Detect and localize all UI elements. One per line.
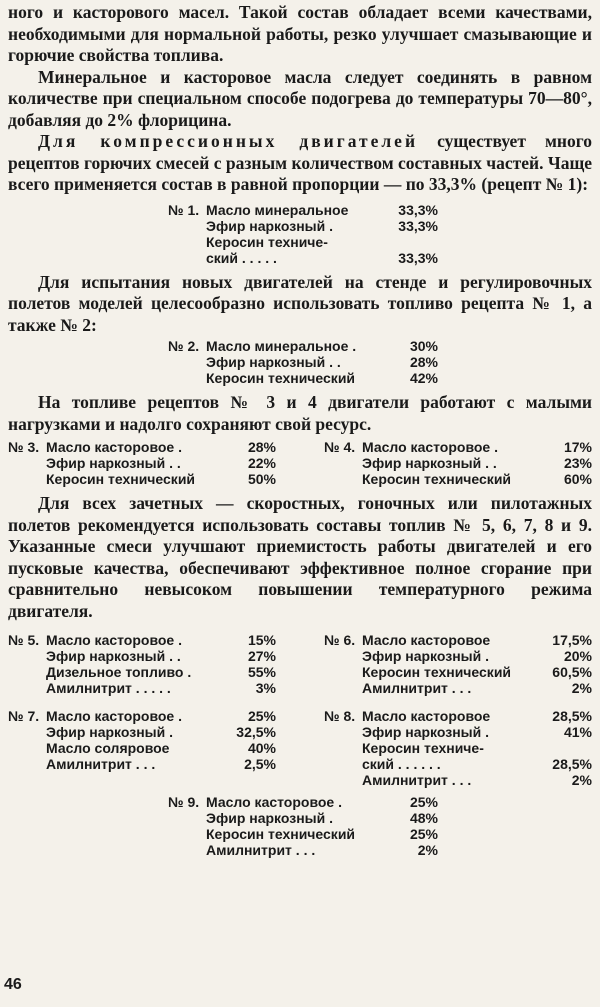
ingredient-name: Масло касторовое bbox=[362, 632, 491, 648]
ingredient-value: 2% bbox=[571, 680, 592, 696]
recipe-7 bbox=[8, 708, 276, 788]
ingredient-value: 22% bbox=[247, 455, 276, 471]
ingredient-name: ский . . . . . bbox=[206, 249, 277, 266]
paragraph-2: Минеральное и касторовое масла следует соединять в равном количестве при специальном способе подогрева до температуры 70—80°, добавляя до 2% флорицина. bbox=[8, 66, 592, 130]
ingredient-value: 28,5% bbox=[552, 708, 592, 724]
ingredient-name: Керосин технический bbox=[362, 471, 512, 487]
ingredient-name: Керосин техниче- bbox=[362, 740, 484, 756]
ingredient-value: 48% bbox=[409, 810, 438, 826]
ingredient-value: 32,5% bbox=[236, 724, 276, 740]
recipe-number: № 8. bbox=[324, 708, 356, 724]
recipe-9 bbox=[168, 794, 438, 858]
paragraph-4: Для испытания новых двигателей на стенде и регулировочных полетов моделей целесообразно использовать топливо рецепта № 1, а также № 2: bbox=[8, 271, 592, 335]
recipe-number: № 9. bbox=[168, 794, 200, 810]
ingredient-value: 20% bbox=[563, 648, 592, 664]
ingredient-value: 28,5% bbox=[552, 756, 592, 772]
ingredient-value: 33,3% bbox=[398, 249, 438, 266]
recipes-5-6 bbox=[8, 632, 592, 696]
ingredient-value: 25% bbox=[409, 826, 438, 842]
ingredient-name: Масло касторовое bbox=[362, 708, 491, 724]
ingredient-value: 27% bbox=[247, 648, 276, 664]
ingredient-value: 40% bbox=[247, 740, 276, 756]
recipe-2 bbox=[168, 338, 438, 386]
recipes-7-8 bbox=[8, 708, 592, 788]
ingredient-value: 33,3% bbox=[398, 217, 438, 234]
ingredient-name: Эфир наркозный . bbox=[206, 810, 333, 826]
spaced-heading: Для компрессионных двигателей bbox=[38, 131, 419, 151]
ingredient-value: 25% bbox=[409, 794, 438, 810]
ingredient-value: 17,5% bbox=[552, 632, 592, 648]
ingredient-name: Эфир наркозный . . bbox=[362, 455, 497, 471]
ingredient-value: 2% bbox=[417, 842, 438, 858]
paragraph-5: На топливе рецептов № 3 и 4 двигатели работают с малыми нагрузками и надолго сохраняют свой ресурс. bbox=[8, 392, 592, 434]
ingredient-name: Масло касторовое . bbox=[362, 439, 499, 455]
ingredient-value: 2,5% bbox=[244, 756, 276, 772]
recipe-number: № 7. bbox=[8, 708, 40, 724]
ingredient-name: Масло минеральное bbox=[206, 201, 349, 218]
ingredient-value: 3% bbox=[255, 680, 276, 696]
ingredient-name: Эфир наркозный . bbox=[46, 724, 173, 740]
ingredient-name: Амилнитрит . . . bbox=[46, 756, 156, 772]
ingredient-name: ский . . . . . . bbox=[362, 756, 441, 772]
paragraph-3 bbox=[8, 131, 592, 196]
ingredient-name: Амилнитрит . . . . . bbox=[46, 680, 171, 696]
recipe-number: № 1. bbox=[168, 201, 200, 218]
recipe-number: № 6. bbox=[324, 632, 356, 648]
ingredient-value: 33,3% bbox=[398, 201, 438, 218]
recipe-1 bbox=[168, 202, 438, 266]
ingredient-value: 17% bbox=[563, 439, 592, 455]
paragraph-3-text: существует много рецептов горючих смесей с разным количеством составных частей. Чаще всего применяется состав в равной пропорции — по 33,3% (рецепт № 1): bbox=[8, 131, 592, 194]
ingredient-value: 28% bbox=[247, 439, 276, 455]
ingredient-name: Керосин технический bbox=[206, 370, 356, 386]
ingredient-value: 15% bbox=[247, 632, 276, 648]
page-number: 46 bbox=[4, 976, 22, 993]
ingredient-name: Масло касторовое . bbox=[46, 708, 183, 724]
ingredient-name: Керосин техниче- bbox=[206, 233, 328, 250]
ingredient-value: 55% bbox=[247, 664, 276, 680]
ingredient-value: 30% bbox=[409, 338, 438, 354]
ingredient-value: 41% bbox=[563, 724, 592, 740]
ingredient-value: 25% bbox=[247, 708, 276, 724]
ingredient-name: Масло касторовое . bbox=[46, 632, 183, 648]
ingredient-value: 23% bbox=[563, 455, 592, 471]
book-page bbox=[8, 0, 592, 858]
recipe-5 bbox=[8, 632, 276, 696]
ingredient-name: Эфир наркозный . . bbox=[46, 455, 181, 471]
recipe-4 bbox=[324, 439, 592, 487]
paragraph-6: Для всех зачетных — скоростных, гоночных или пилотажных полетов рекомендуется использовать составы топлив № 5, 6, 7, 8 и 9. Указанные смеси улучшают приемистость работы двигателей и его пусковые качества, обеспечивают эффективное полное сгорание при сравнительно невысоком повышении температурного режима двигателя. bbox=[8, 493, 592, 621]
ingredient-name: Эфир наркозный . . bbox=[46, 648, 181, 664]
ingredient-value: 28% bbox=[409, 354, 438, 370]
ingredient-name: Керосин технический bbox=[46, 471, 196, 487]
recipe-number: № 4. bbox=[324, 439, 356, 455]
ingredient-value: 2% bbox=[571, 772, 592, 788]
ingredient-name: Эфир наркозный . bbox=[362, 724, 489, 740]
ingredient-name: Керосин технический bbox=[362, 664, 512, 680]
recipes-3-4 bbox=[8, 439, 592, 487]
ingredient-name: Эфир наркозный . bbox=[206, 217, 333, 234]
ingredient-name: Эфир наркозный . bbox=[362, 648, 489, 664]
recipe-number: № 2. bbox=[168, 338, 200, 354]
recipe-number: № 3. bbox=[8, 439, 40, 455]
ingredient-name: Масло касторовое . bbox=[206, 794, 343, 810]
ingredient-value: 42% bbox=[409, 370, 438, 386]
ingredient-name: Эфир наркозный . . bbox=[206, 354, 341, 370]
ingredient-name: Керосин технический bbox=[206, 826, 356, 842]
recipe-number: № 5. bbox=[8, 632, 40, 648]
ingredient-name: Масло минеральное . bbox=[206, 338, 357, 354]
ingredient-name: Амилнитрит . . . bbox=[206, 842, 316, 858]
recipe-3 bbox=[8, 439, 276, 487]
recipe-8 bbox=[324, 708, 592, 788]
recipe-6 bbox=[324, 632, 592, 696]
ingredient-value: 60,5% bbox=[552, 664, 592, 680]
ingredient-value: 50% bbox=[247, 471, 276, 487]
ingredient-value: 60% bbox=[563, 471, 592, 487]
paragraph-1: ного и касторового масел. Такой состав обладает всеми качествами, необходимыми для нормальной работы, резко улучшает смазывающие и горючие свойства топлива. bbox=[8, 2, 592, 65]
ingredient-name: Дизельное топливо . bbox=[46, 664, 192, 680]
ingredient-name: Масло соляровое bbox=[46, 740, 170, 756]
ingredient-name: Амилнитрит . . . bbox=[362, 680, 472, 696]
ingredient-name: Амилнитрит . . . bbox=[362, 772, 472, 788]
ingredient-name: Масло касторовое . bbox=[46, 439, 183, 455]
